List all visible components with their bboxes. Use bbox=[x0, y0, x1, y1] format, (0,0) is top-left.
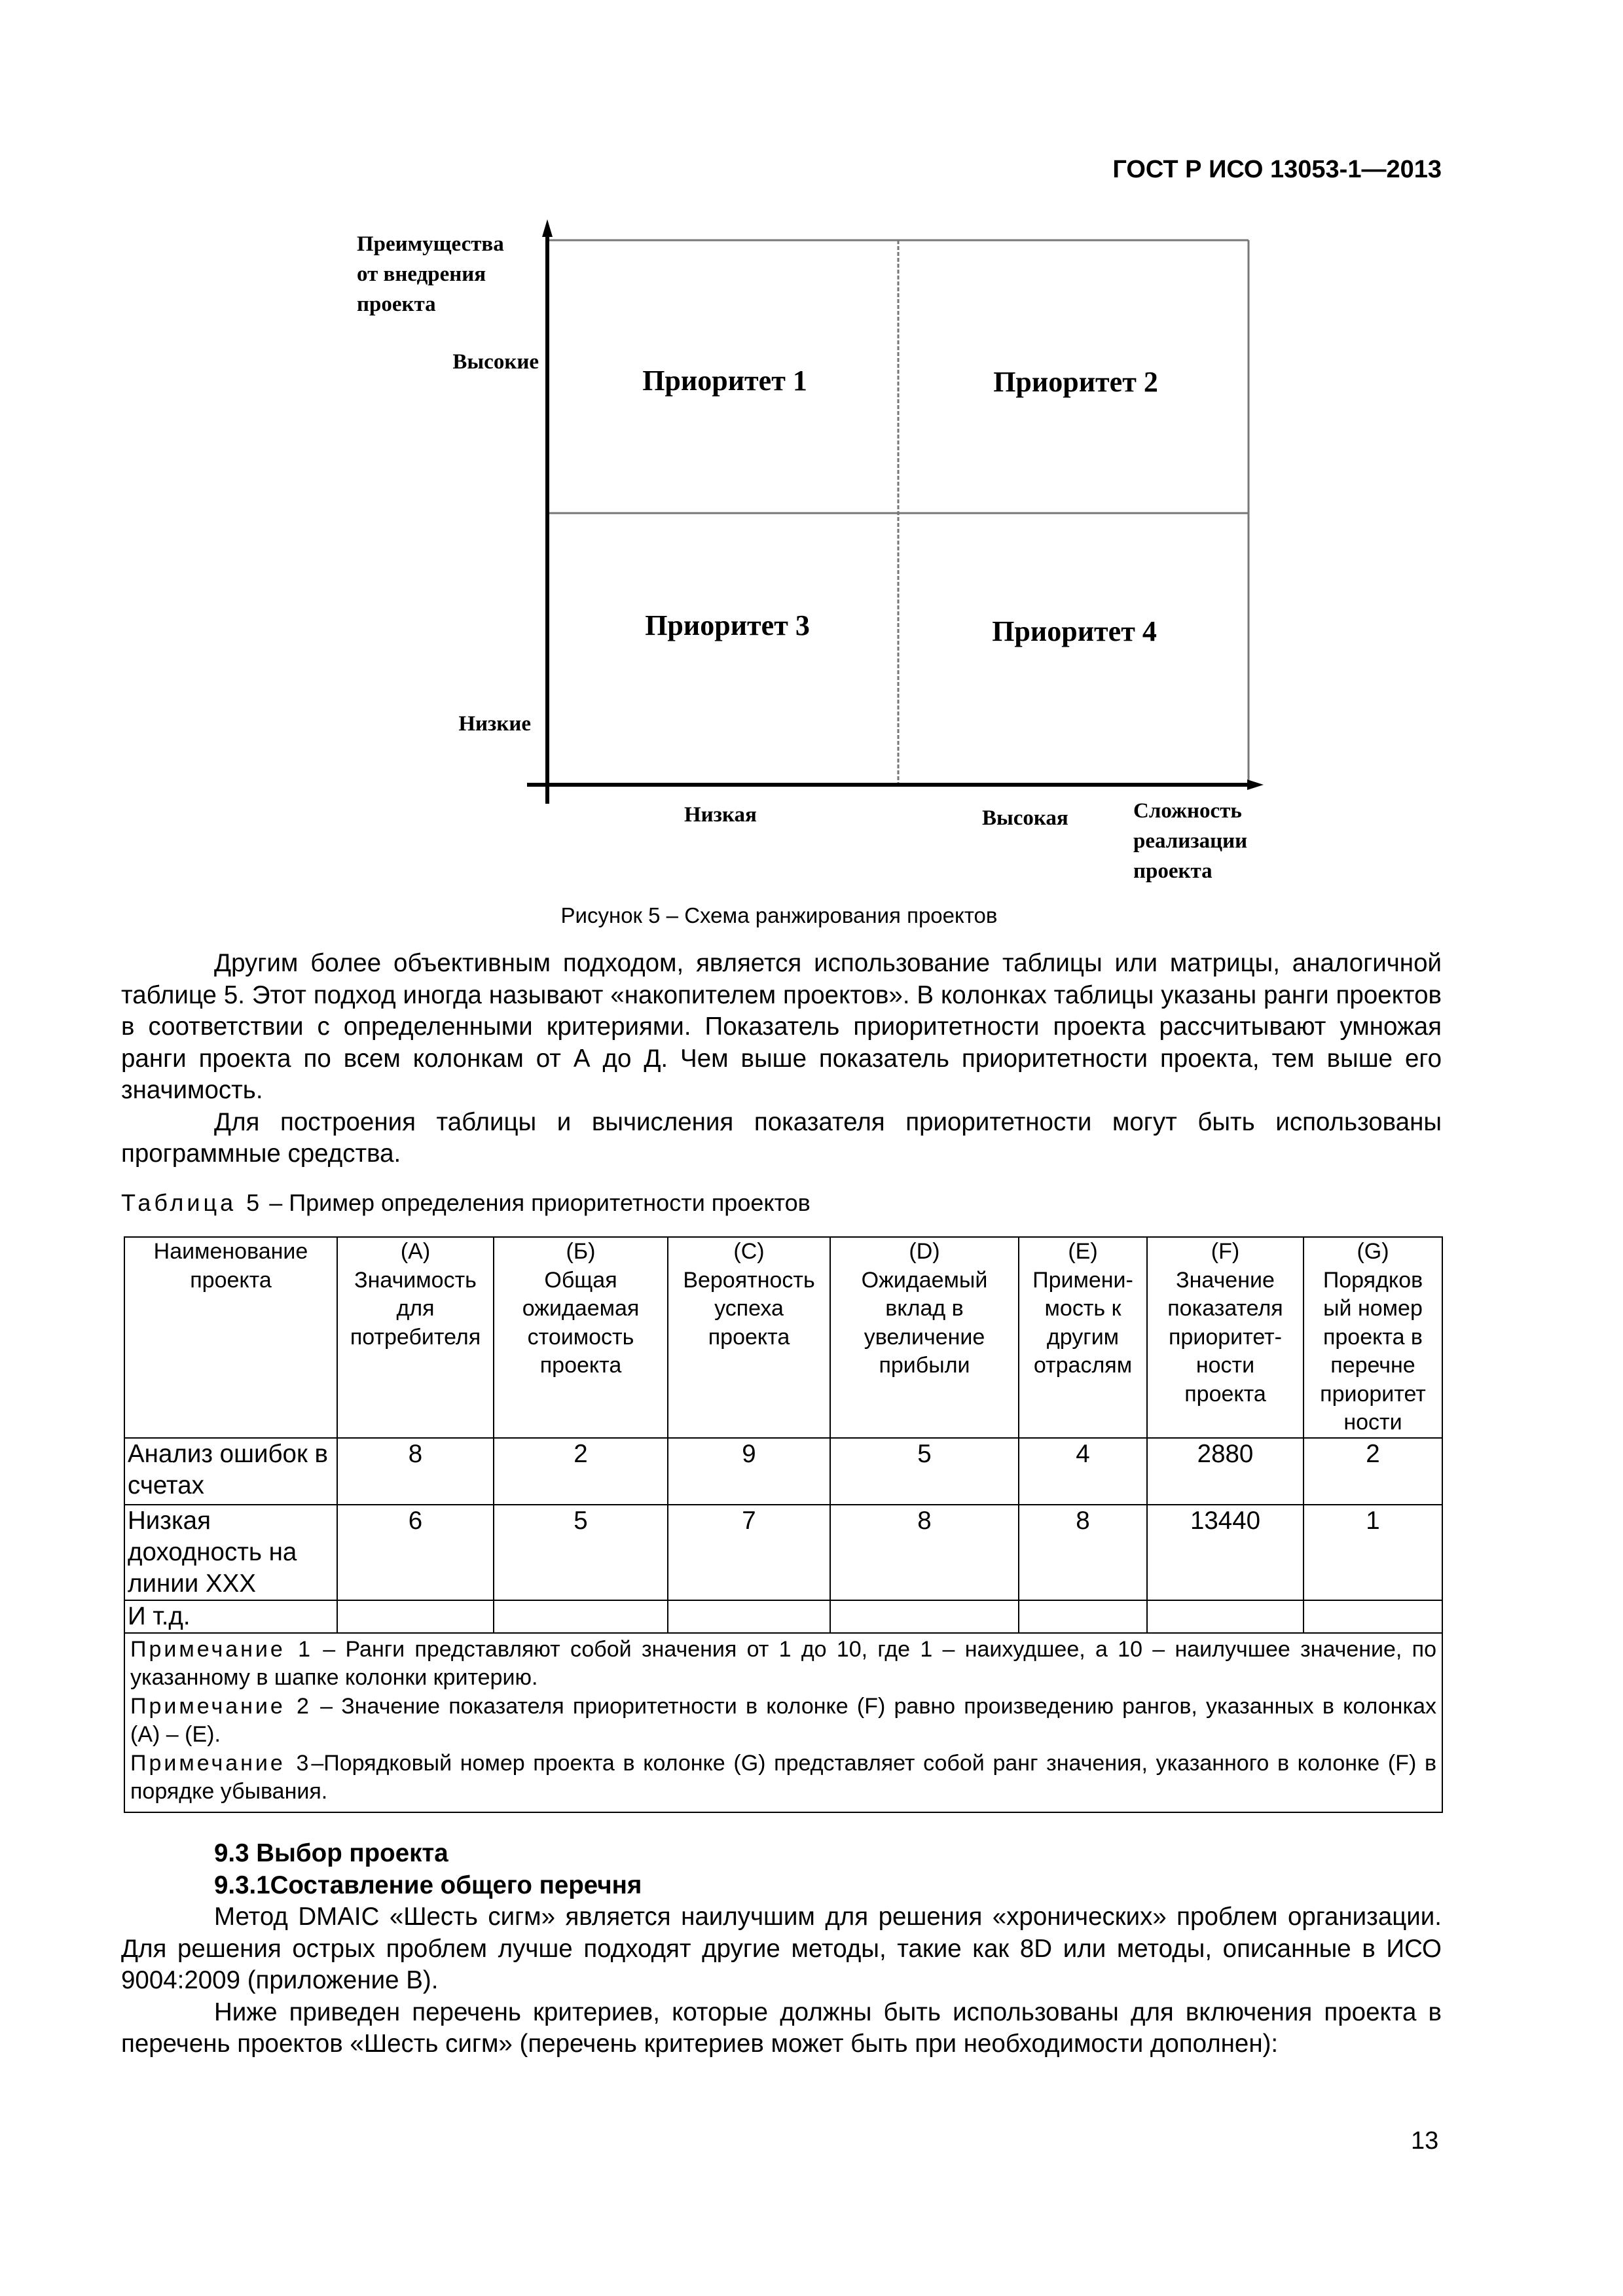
note-text: – Значение показателя приоритетности в колонке (F) равно произведению рангов, указанных в колонках (A) – (E). bbox=[130, 1693, 1436, 1747]
column-header-line: отраслям bbox=[1033, 1353, 1133, 1378]
note-text: – Ранги представляют собой значения от 1 до 10, где 1 – наихудшее, а 10 – наилучшее значение, по указанному в шапке колонки критерию. bbox=[130, 1636, 1436, 1690]
table-cell bbox=[1304, 1600, 1442, 1633]
table-cell bbox=[668, 1600, 830, 1633]
y-axis-title-line: от внедрения bbox=[357, 262, 486, 286]
column-header-line: приоритет- bbox=[1169, 1324, 1282, 1350]
priority-matrix-diagram bbox=[0, 0, 1623, 916]
quadrant-priority-2: Приоритет 2 bbox=[993, 366, 1158, 398]
y-axis-title-line: проекта bbox=[357, 293, 436, 316]
column-header bbox=[1019, 1237, 1147, 1438]
column-header-line: прибыли bbox=[879, 1353, 970, 1378]
x-axis-arrow bbox=[1247, 780, 1264, 790]
table-cell: 2 bbox=[1304, 1438, 1442, 1505]
column-header-line: стоимость bbox=[527, 1324, 634, 1350]
column-header-line: (D) bbox=[909, 1239, 940, 1264]
table-cell: 8 bbox=[337, 1438, 494, 1505]
column-header-line: успеха bbox=[714, 1296, 784, 1321]
figure-caption: Рисунок 5 – Схема ранжирования проектов bbox=[560, 903, 998, 927]
table-cell bbox=[830, 1600, 1019, 1633]
y-low-label: Низкие bbox=[458, 712, 531, 736]
table-row bbox=[124, 1505, 1442, 1600]
column-header bbox=[124, 1237, 337, 1438]
table-cell: 4 bbox=[1019, 1438, 1147, 1505]
table-cell: 2 bbox=[494, 1438, 668, 1505]
column-header-line: проекта bbox=[190, 1267, 272, 1293]
column-header-line: приоритет bbox=[1320, 1381, 1426, 1407]
table-header-row bbox=[124, 1237, 1442, 1438]
column-header-line: другим bbox=[1046, 1324, 1120, 1350]
project-name-cell: Низкая доходность на линии XXX bbox=[124, 1505, 337, 1600]
column-header-line: ожидаемая bbox=[522, 1296, 640, 1321]
section-9-3 bbox=[121, 1838, 1442, 2060]
paragraph: Для построения таблицы и вычисления показателя приоритетности могут быть использованы программные средства. bbox=[121, 1107, 1442, 1168]
paragraph: Другим более объективным подходом, является использование таблицы или матрицы, аналогичной таблице 5. Этот подход иногда называют «накопителем проектов». В колонках таблицы указаны ранги проектов в соответствии с определенными критериями. Показатель приоритетности проекта рассчитывают умножая ранги проекта по всем колонкам от А до Д. Чем выше показатель приоритетности проекта, тем выше его значимость. bbox=[121, 949, 1442, 1104]
note-3 bbox=[130, 1749, 1436, 1806]
column-header-line: потребителя bbox=[350, 1324, 481, 1350]
table-row bbox=[124, 1600, 1442, 1633]
column-header bbox=[1304, 1237, 1442, 1438]
column-header bbox=[668, 1237, 830, 1438]
table-cell: 2880 bbox=[1147, 1438, 1304, 1505]
y-high-label: Высокие bbox=[452, 350, 539, 374]
y-axis-title bbox=[357, 229, 504, 319]
table-cell: 13440 bbox=[1147, 1505, 1304, 1600]
column-header-line: Общая bbox=[544, 1267, 617, 1293]
table-cell: 9 bbox=[668, 1438, 830, 1505]
page-number: 13 bbox=[1411, 2127, 1439, 2155]
table-cell: 7 bbox=[668, 1505, 830, 1600]
column-header-line: Вероятность bbox=[683, 1267, 815, 1293]
note-label: Примечание 2 bbox=[130, 1693, 312, 1719]
table-cell: 1 bbox=[1304, 1505, 1442, 1600]
project-name-cell: Анализ ошибок в счетах bbox=[124, 1438, 337, 1505]
column-header-line: Примени- bbox=[1032, 1267, 1133, 1293]
x-axis-title-line: Сложность bbox=[1133, 799, 1242, 823]
table-caption-text: – Пример определения приоритетности проектов bbox=[263, 1189, 811, 1216]
column-header bbox=[830, 1237, 1019, 1438]
column-header-line: (Б) bbox=[566, 1239, 596, 1264]
priority-table bbox=[124, 1236, 1443, 1813]
column-header-line: ности bbox=[1195, 1353, 1255, 1378]
x-low-label: Низкая bbox=[684, 803, 757, 827]
column-header bbox=[1147, 1237, 1304, 1438]
project-name-cell: И т.д. bbox=[124, 1600, 337, 1633]
column-header-line: Значение bbox=[1176, 1267, 1275, 1293]
column-header-line: показателя bbox=[1167, 1296, 1283, 1321]
x-axis-title-line: реализации bbox=[1133, 829, 1248, 853]
table-cell: 5 bbox=[494, 1505, 668, 1600]
column-header-line: для bbox=[396, 1296, 435, 1321]
intro-text bbox=[121, 948, 1442, 1170]
paragraph: Ниже приведен перечень критериев, которые должны быть использованы для включения проекта в перечень проектов «Шесть сигм» (перечень критериев может быть при необходимости дополнен): bbox=[121, 1998, 1442, 2058]
column-header-line: (G) bbox=[1357, 1239, 1389, 1264]
x-high-label: Высокая bbox=[982, 806, 1068, 830]
column-header-line: проекта bbox=[1184, 1381, 1266, 1407]
column-header-line: Порядков bbox=[1322, 1267, 1423, 1293]
table-notes bbox=[124, 1633, 1442, 1812]
column-header-line: (F) bbox=[1211, 1239, 1240, 1264]
quadrant-priority-1: Приоритет 1 bbox=[642, 365, 807, 397]
note-label: Примечание 3 bbox=[130, 1750, 312, 1776]
column-header bbox=[337, 1237, 494, 1438]
column-header-line: Ожидаемый bbox=[861, 1267, 988, 1293]
table-cell: 8 bbox=[830, 1505, 1019, 1600]
table-cell: 5 bbox=[830, 1438, 1019, 1505]
subsection-heading: 9.3.1Составление общего перечня bbox=[214, 1871, 642, 1899]
column-header-line: проекта bbox=[539, 1353, 622, 1378]
paragraph: Метод DMAIC «Шесть сигм» является наилучшим для решения «хронических» проблем организации. Для решения острых проблем лучше подходят другие методы, такие как 8D или методы, описанные в ИСО 9004:2009 (приложение B). bbox=[121, 1903, 1442, 1994]
table-cell bbox=[494, 1600, 668, 1633]
x-axis-title-line: проекта bbox=[1133, 859, 1213, 883]
x-axis-title bbox=[1133, 796, 1247, 886]
table-notes-row bbox=[124, 1633, 1442, 1812]
note-text: –Порядковый номер проекта в колонке (G) представляет собой ранг значения, указанного в колонке (F) в порядке убывания. bbox=[130, 1750, 1437, 1804]
note-2 bbox=[130, 1693, 1436, 1749]
column-header-line: вклад в bbox=[885, 1296, 964, 1321]
quadrant-priority-3: Приоритет 3 bbox=[645, 609, 810, 641]
column-header-line: ый номер bbox=[1323, 1296, 1423, 1321]
table-cell: 6 bbox=[337, 1505, 494, 1600]
table-cell: 8 bbox=[1019, 1505, 1147, 1600]
section-heading: 9.3 Выбор проекта bbox=[214, 1839, 448, 1867]
column-header-line: Наименование bbox=[153, 1239, 308, 1264]
table-cell bbox=[1147, 1600, 1304, 1633]
table-cell bbox=[1019, 1600, 1147, 1633]
quadrant-priority-4: Приоритет 4 bbox=[992, 615, 1157, 647]
column-header-line: проекта bbox=[708, 1324, 790, 1350]
table-cell bbox=[337, 1600, 494, 1633]
column-header-line: ности bbox=[1343, 1410, 1402, 1435]
column-header-line: (E) bbox=[1068, 1239, 1098, 1264]
column-header-line: перечне bbox=[1330, 1353, 1415, 1378]
column-header-line: проекта в bbox=[1322, 1324, 1423, 1350]
table-caption-label: Таблица 5 bbox=[121, 1189, 263, 1216]
table-row bbox=[124, 1438, 1442, 1505]
table-caption bbox=[121, 1189, 811, 1217]
column-header-line: мость к bbox=[1044, 1296, 1122, 1321]
column-header-line: Значимость bbox=[354, 1267, 477, 1293]
column-header-line: (A) bbox=[400, 1239, 431, 1264]
quadrant-grid bbox=[547, 240, 1249, 785]
column-header-line: увеличение bbox=[864, 1324, 985, 1350]
column-header bbox=[494, 1237, 668, 1438]
y-axis-title-line: Преимущества bbox=[357, 232, 504, 256]
document-header: ГОСТ Р ИСО 13053-1—2013 bbox=[1112, 156, 1442, 183]
note-label: Примечание 1 bbox=[130, 1636, 313, 1662]
column-header-line: (C) bbox=[733, 1239, 765, 1264]
y-axis-arrow bbox=[542, 219, 553, 237]
note-1 bbox=[130, 1636, 1436, 1693]
